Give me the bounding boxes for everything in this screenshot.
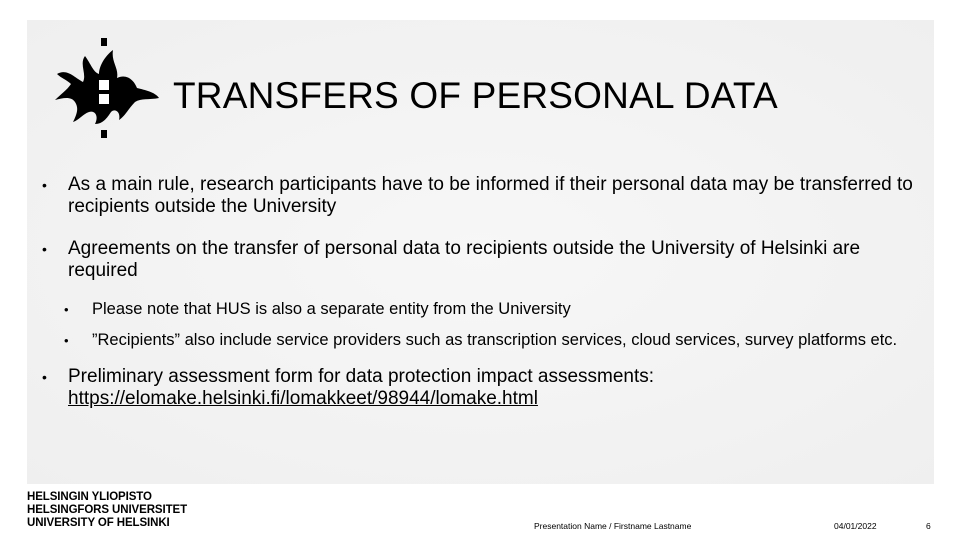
footer-page-number: 6: [926, 521, 931, 531]
bullet-item: [36, 174, 916, 218]
university-name-en: UNIVERSITY OF HELSINKI: [27, 517, 170, 529]
bullet-text: As a main rule, research participants have to be informed if their personal data may be transferred to recipients outside the University: [68, 174, 913, 217]
bullet-item: [36, 366, 916, 410]
bullet-marker: •: [64, 302, 69, 317]
bullet-marker: •: [64, 333, 69, 348]
sub-bullet-item: [36, 300, 916, 319]
bullet-marker: •: [42, 241, 47, 257]
sub-bullet-list: [36, 300, 916, 350]
sub-bullet-text: Please note that HUS is also a separate entity from the University: [92, 300, 571, 318]
bullet-text: Preliminary assessment form for data protection impact assessments:: [68, 366, 655, 387]
sub-bullet-item: [36, 331, 916, 350]
dpia-form-link[interactable]: https://elomake.helsinki.fi/lomakkeet/98944/lomake.html: [68, 388, 538, 409]
bullet-item: [36, 238, 916, 282]
bullet-marker: •: [42, 369, 47, 385]
bullet-text: Agreements on the transfer of personal data to recipients outside the University of Helsinki are required: [68, 238, 861, 281]
university-name-sv: HELSINGFORS UNIVERSITET: [27, 504, 187, 516]
bullet-marker: •: [42, 177, 47, 193]
footer-date: 04/01/2022: [834, 521, 877, 531]
university-name-fi: HELSINGIN YLIOPISTO: [27, 491, 152, 503]
slide-title: TRANSFERS OF PERSONAL DATA: [173, 75, 778, 116]
university-flame-logo-icon: [49, 38, 167, 142]
sub-bullet-text: ”Recipients” also include service providers such as transcription services, cloud services, survey platforms etc.: [92, 331, 898, 349]
footer-presenter: Presentation Name / Firstname Lastname: [534, 521, 692, 531]
bullet-list: [36, 174, 916, 430]
university-wordmark: [27, 491, 187, 530]
